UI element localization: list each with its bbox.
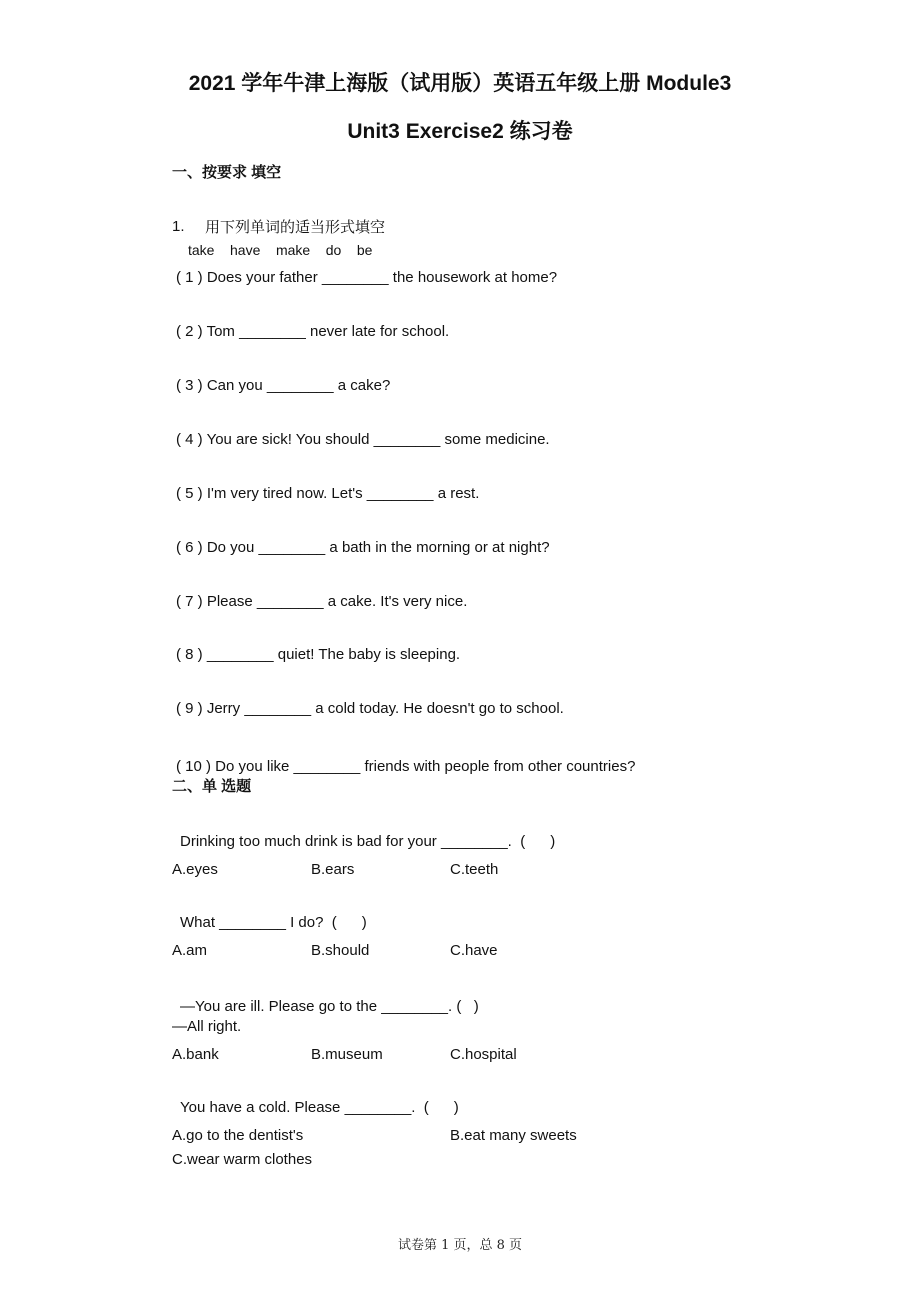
- fill-question: ( 9 ) Jerry ________ a cold today. He doesn't go to school.: [176, 700, 564, 717]
- mc-option: A.go to the dentist's: [172, 1127, 304, 1144]
- fill-question: ( 8 ) ________ quiet! The baby is sleeping.: [176, 646, 461, 663]
- mc-option: A.eyes: [172, 861, 218, 878]
- mc-stem: You have a cold. Please ________. ( ): [180, 1099, 459, 1116]
- mc-stem: —You are ill. Please go to the ________. ( ): [180, 998, 479, 1015]
- fill-question: ( 3 ) Can you ________ a cake?: [176, 377, 391, 394]
- title-line-1: 2021 学年牛津上海版（试用版）英语五年级上册 Module3: [188, 72, 732, 95]
- section2-heading: 二、单 选题: [172, 778, 252, 795]
- fill-question: ( 5 ) I'm very tired now. Let's ________ a rest.: [176, 485, 480, 502]
- section1-heading: 一、按要求 填空: [172, 164, 282, 181]
- title-line-2: Unit3 Exercise2 练习卷: [347, 120, 573, 143]
- fill-question: ( 10 ) Do you like ________ friends with people from other countries?: [176, 758, 636, 775]
- mc-option: A.bank: [172, 1046, 219, 1063]
- mc-option: B.eat many sweets: [450, 1127, 577, 1144]
- mc-option: C.teeth: [450, 861, 499, 878]
- mc-option: B.ears: [311, 861, 355, 878]
- mc-stem-reply: —All right.: [172, 1018, 242, 1035]
- mc-option: A.am: [172, 942, 208, 959]
- mc-option: B.should: [311, 942, 370, 959]
- fill-question: ( 4 ) You are sick! You should ________ some medicine.: [176, 431, 550, 448]
- mc-stem: What ________ I do? ( ): [180, 914, 367, 931]
- mc-stem: Drinking too much drink is bad for your ________. ( ): [180, 833, 556, 850]
- mc-option: C.hospital: [450, 1046, 517, 1063]
- mc-option: C.wear warm clothes: [172, 1151, 313, 1168]
- fill-question: ( 1 ) Does your father ________ the housework at home?: [176, 269, 558, 286]
- fill-question: ( 6 ) Do you ________ a bath in the morning or at night?: [176, 539, 550, 556]
- question-number: 1.: [172, 218, 185, 235]
- fill-question: ( 2 ) Tom ________ never late for school.: [176, 323, 450, 340]
- mc-option: B.museum: [311, 1046, 383, 1063]
- mc-option: C.have: [450, 942, 498, 959]
- fill-question: ( 7 ) Please ________ a cake. It's very nice.: [176, 593, 468, 610]
- instruction: 用下列单词的适当形式填空: [205, 219, 386, 236]
- page-footer: 试卷第 1 页，总 8 页: [397, 1238, 523, 1253]
- word-bank: take have make do be: [188, 242, 373, 258]
